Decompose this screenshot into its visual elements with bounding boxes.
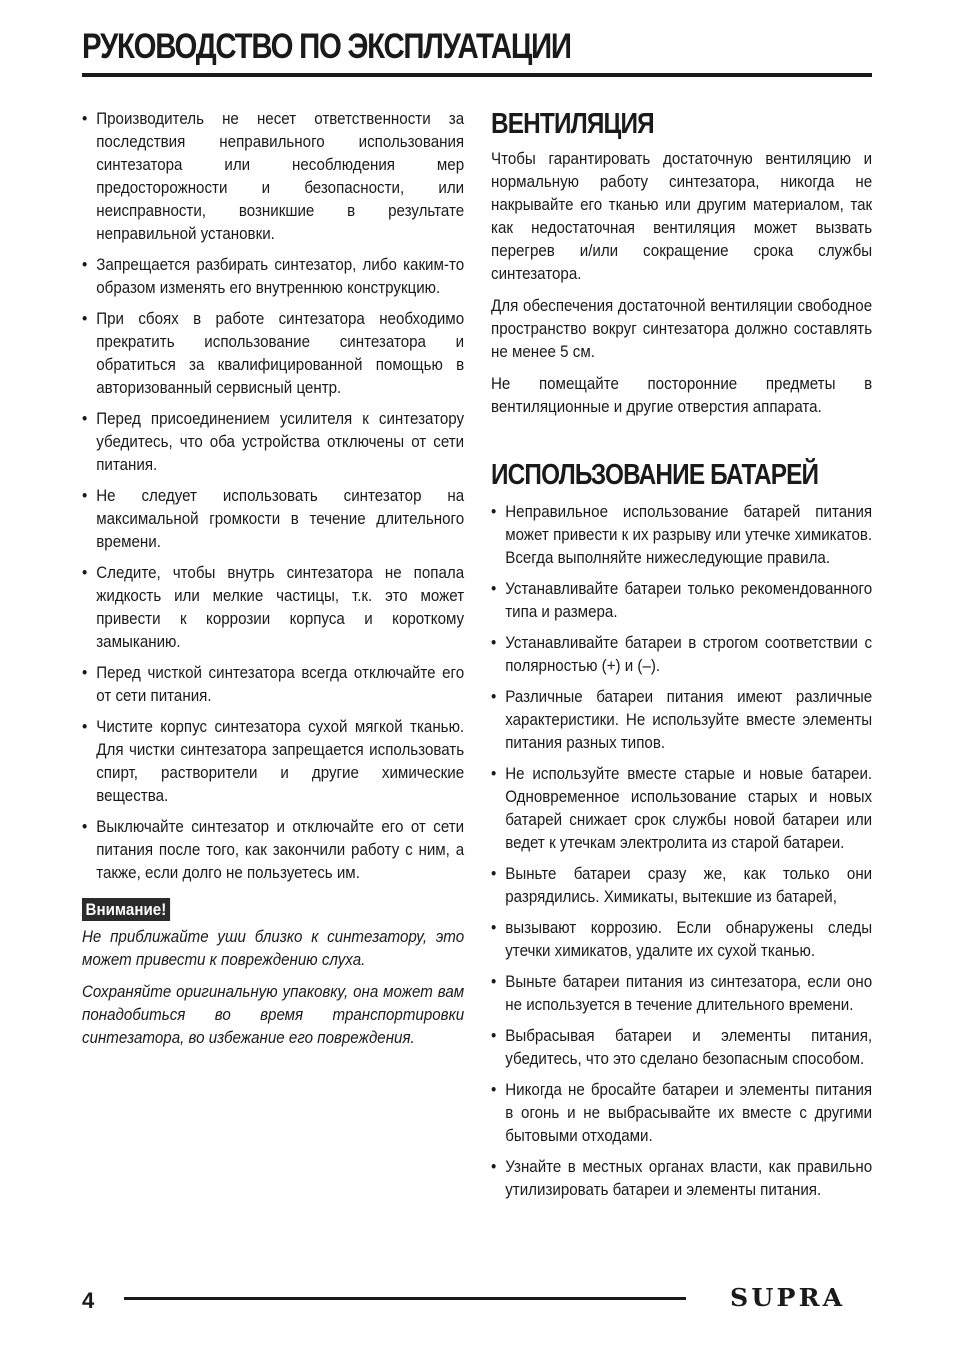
bullet-icon: • <box>491 1080 497 1099</box>
list-item: • Устанавливайте батареи только рекомендованного типа и размера. <box>491 579 873 621</box>
ventilation-paragraph: Чтобы гарантировать достаточную вентиляцию и нормальную работу синтезатора, никогда не накрывайте его тканью или другим материалом, так как недостаточная вентиляция может вызвать перегрев и/или сокращение срока службы синтезатора. <box>491 149 873 283</box>
bullet-icon: • <box>82 255 88 274</box>
list-item: • Следите, чтобы внутрь синтезатора не попала жидкость или мелкие частицы, т.к. это может привести к коррозии корпуса и короткому замыканию. <box>82 563 465 651</box>
list-item: • Никогда не бросайте батареи и элементы питания в огонь и не выбрасывайте их вместе с другими бытовыми отходами. <box>491 1080 873 1145</box>
list-item: • Производитель не несет ответственности за последствия неправильного использования синтезатора или несоблюдения мер предосторожности и безопасности, или неисправности, возникшие в результате неправильной установки. <box>82 109 465 243</box>
bullet-icon: • <box>491 1157 497 1176</box>
header-rule <box>82 73 872 77</box>
list-item: • При сбоях в работе синтезатора необходимо прекратить использование синтезатора и обратиться за квалифицированной помощью в авторизованный сервисный центр. <box>82 309 465 397</box>
bullet-icon: • <box>82 309 88 328</box>
bullet-icon: • <box>491 687 497 706</box>
footer-rule <box>124 1297 686 1300</box>
safety-list <box>82 107 464 884</box>
list-item: • Не следует использовать синтезатор на максимальной громкости в течение длительного времени. <box>82 486 465 551</box>
page-header <box>82 26 872 77</box>
ventilation-heading: ВЕНТИЛЯЦИЯ <box>491 108 654 140</box>
list-item: • Выньте батареи сразу же, как только они разрядились. Химикаты, вытекшие из батарей, <box>491 864 873 906</box>
warning-badge: Внимание! <box>82 898 170 921</box>
bullet-icon: • <box>82 563 88 582</box>
supra-logo: SUPRA <box>730 1283 846 1312</box>
list-item: • Перед чисткой синтезатора всегда отключайте его от сети питания. <box>82 663 465 705</box>
ventilation-paragraph: Не помещайте посторонние предметы в вентиляционные и другие отверстия аппарата. <box>491 374 873 416</box>
list-item: • Выключайте синтезатор и отключайте его от сети питания после того, как закончили работу с ним, а также, если долго не пользуетесь им. <box>82 817 465 882</box>
bullet-icon: • <box>82 109 88 128</box>
left-column <box>82 107 464 1058</box>
bullet-icon: • <box>491 864 497 883</box>
right-column <box>491 107 872 1209</box>
bullet-icon: • <box>491 502 497 521</box>
bullet-icon: • <box>82 817 88 836</box>
list-item: • Неправильное использование батарей питания может привести к их разрыву или утечке химикатов. Всегда выполняйте нижеследующие правила. <box>491 502 873 567</box>
batteries-heading: ИСПОЛЬЗОВАНИЕ БАТАРЕЙ <box>491 459 819 491</box>
ventilation-paragraph: Для обеспечения достаточной вентиляции свободное пространство вокруг синтезатора должно составлять не менее 5 см. <box>491 296 873 361</box>
list-item: • Выньте батареи питания из синтезатора, если оно не используется в течение длительного времени. <box>491 972 873 1014</box>
bullet-icon: • <box>491 918 497 937</box>
bullet-icon: • <box>82 717 88 736</box>
bullet-icon: • <box>82 663 88 682</box>
bullet-icon: • <box>491 633 497 652</box>
bullet-icon: • <box>491 579 497 598</box>
warning-text: Не приближайте уши близко к синтезатору, это может привести к повреждению слуха. <box>82 927 465 969</box>
ventilation-text <box>491 147 872 418</box>
bullet-icon: • <box>82 409 88 428</box>
packaging-note: Сохраняйте оригинальную упаковку, она может вам понадобиться во время транспортировки синтезатора, во избежание его повреждения. <box>82 982 465 1047</box>
batteries-text <box>491 500 872 1201</box>
list-item: • Чистите корпус синтезатора сухой мягкой тканью. Для чистки синтезатора запрещается использовать спирт, растворители и другие химические вещества. <box>82 717 465 805</box>
bullet-icon: • <box>491 1026 497 1045</box>
list-item: • Выбрасывая батареи и элементы питания, убедитесь, что это сделано безопасным способом. <box>491 1026 873 1068</box>
bullet-icon: • <box>82 486 88 505</box>
list-item: • Различные батареи питания имеют различные характеристики. Не используйте вместе элементы питания разных типов. <box>491 687 873 752</box>
list-item: • Устанавливайте батареи в строгом соответствии с полярностью (+) и (–). <box>491 633 873 675</box>
left-column-text <box>82 107 464 1049</box>
list-item: • вызывают коррозию. Если обнаружены следы утечки химикатов, удалите их сухой тканью. <box>491 918 873 960</box>
list-item: • Узнайте в местных органах власти, как правильно утилизировать батареи и элементы питания. <box>491 1157 873 1199</box>
bullet-icon: • <box>491 972 497 991</box>
batteries-list <box>491 500 872 1201</box>
list-item: • Запрещается разбирать синтезатор, либо каким-то образом изменять его внутреннюю конструкцию. <box>82 255 465 297</box>
bullet-icon: • <box>491 764 497 783</box>
page-number: 4 <box>82 1288 95 1313</box>
page-title: РУКОВОДСТВО ПО ЭКСПЛУАТАЦИИ <box>82 27 571 66</box>
list-item: • Перед присоединением усилителя к синтезатору убедитесь, что оба устройства отключены от сети питания. <box>82 409 465 474</box>
list-item: • Не используйте вместе старые и новые батареи. Одновременное использование старых и новых батарей снижает срок службы новой батареи или ведет к утечкам электролита из старой батареи. <box>491 764 873 852</box>
